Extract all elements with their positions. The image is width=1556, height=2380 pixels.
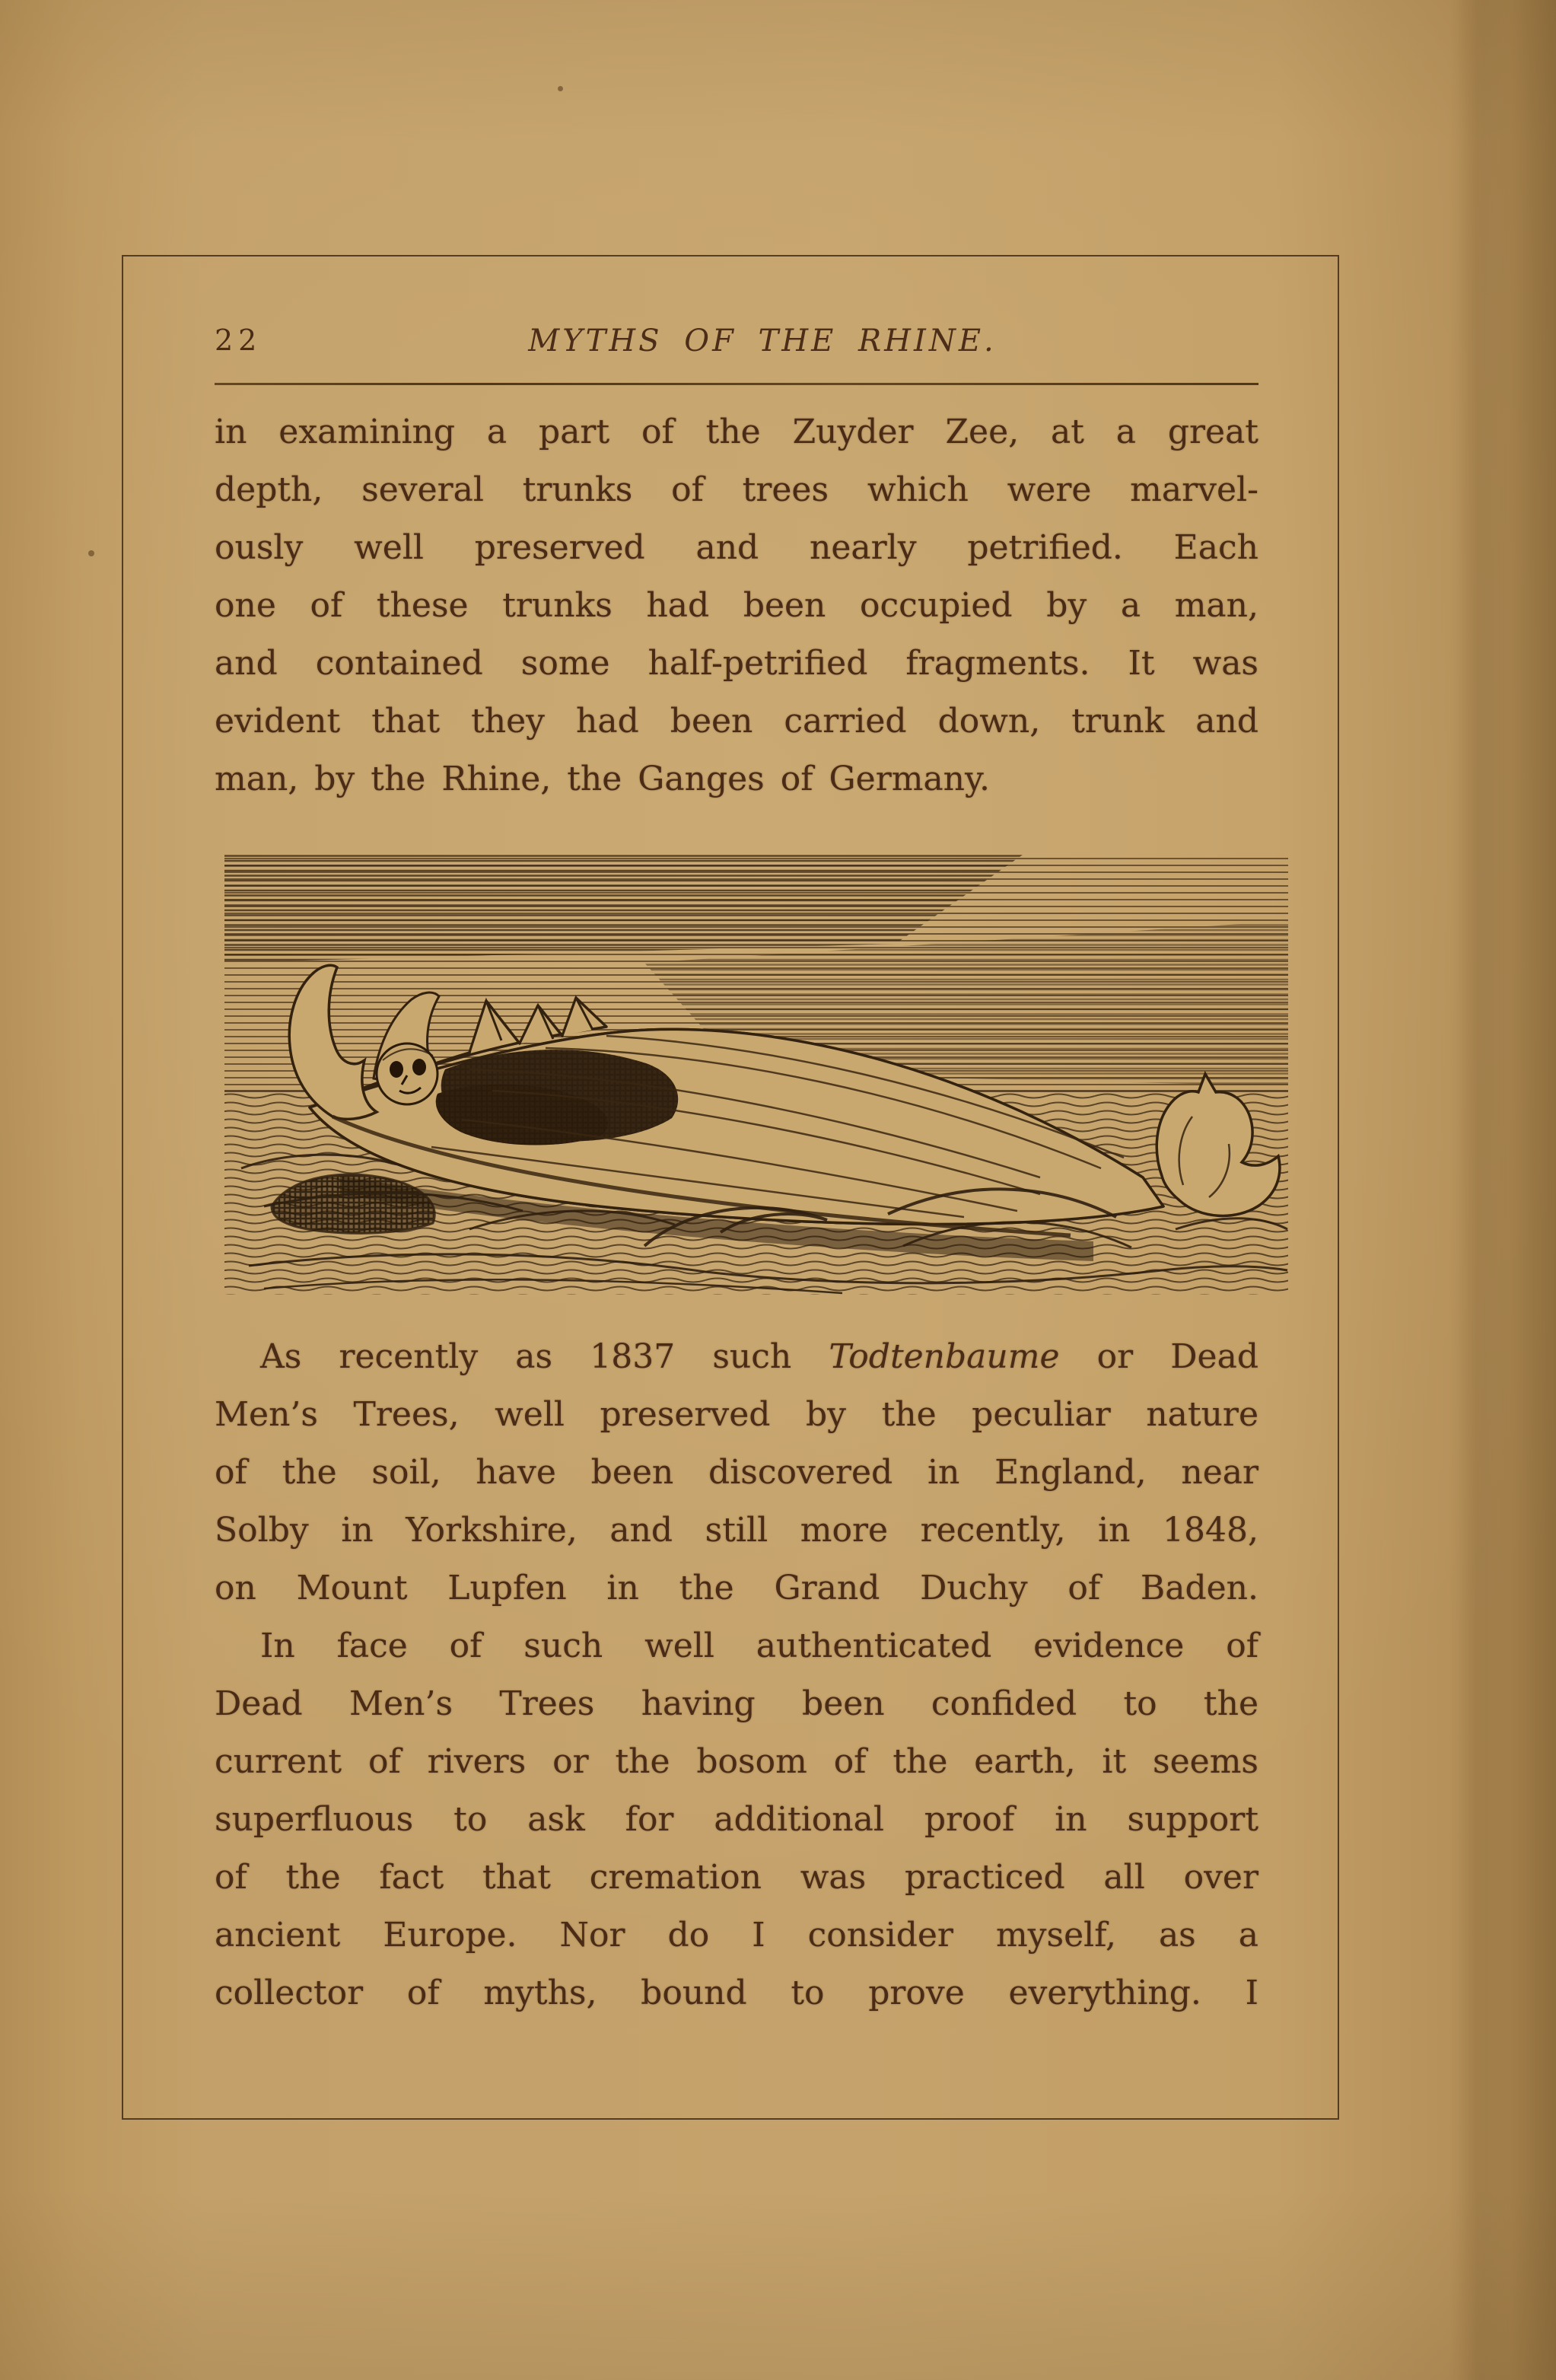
text-line: on Mount Lupfen in the Grand Duchy of Baden. (215, 1569, 1258, 1607)
paragraph (215, 1328, 1258, 1617)
text-line: Dead Men’s Trees having been confided to the (215, 1684, 1258, 1723)
running-header-title: MYTHS OF THE RHINE. (528, 323, 997, 358)
dead-mans-tree-engraving-illustration (218, 849, 1294, 1299)
paragraph (215, 403, 1258, 808)
text-block-lower (215, 1328, 1258, 2022)
text-line: evident that they had been carried down, trunk and (215, 702, 1258, 741)
text-line: ously well preserved and nearly petrified. Each (215, 528, 1258, 567)
text-line: in examining a part of the Zuyder Zee, at a great (215, 413, 1258, 451)
header-rule (215, 383, 1258, 385)
text-line: depth, several trunks of trees which were marvel- (215, 470, 1258, 509)
text-line: man, by the Rhine, the Ganges of Germany. (215, 760, 991, 798)
page-border-frame (122, 255, 1339, 2120)
text-block-upper (215, 403, 1258, 808)
text-line: and contained some half-petrified fragments. It was (215, 644, 1258, 683)
paragraph (215, 1617, 1258, 2022)
text-line: ancient Europe. Nor do I consider myself, as a (215, 1916, 1258, 1955)
text-line: one of these trunks had been occupied by a man, (215, 586, 1258, 625)
text-line: of the soil, have been discovered in England, near (215, 1453, 1258, 1492)
text-line: Men’s Trees, well preserved by the peculiar nature (215, 1395, 1258, 1434)
text-line: As recently as 1837 such Todtenbaume or Dead (260, 1337, 1258, 1376)
text-line: collector of myths, bound to prove everything. I (215, 1974, 1258, 2012)
text-line: Solby in Yorkshire, and still more recently, in 1848, (215, 1511, 1258, 1550)
page-crease-shadow (1449, 0, 1510, 2380)
scan-speck (88, 550, 94, 556)
text-line: of the fact that cremation was practiced all over (215, 1858, 1258, 1897)
text-line: In face of such well authenticated evidence of (260, 1626, 1258, 1665)
page-number: 22 (215, 323, 263, 357)
page-edge-shadow (1457, 0, 1556, 2380)
scan-speck (558, 86, 563, 91)
text-line: superfluous to ask for additional proof in support (215, 1800, 1258, 1839)
text-line: current of rivers or the bosom of the earth, it seems (215, 1742, 1258, 1781)
engraving-skull (377, 1043, 438, 1104)
